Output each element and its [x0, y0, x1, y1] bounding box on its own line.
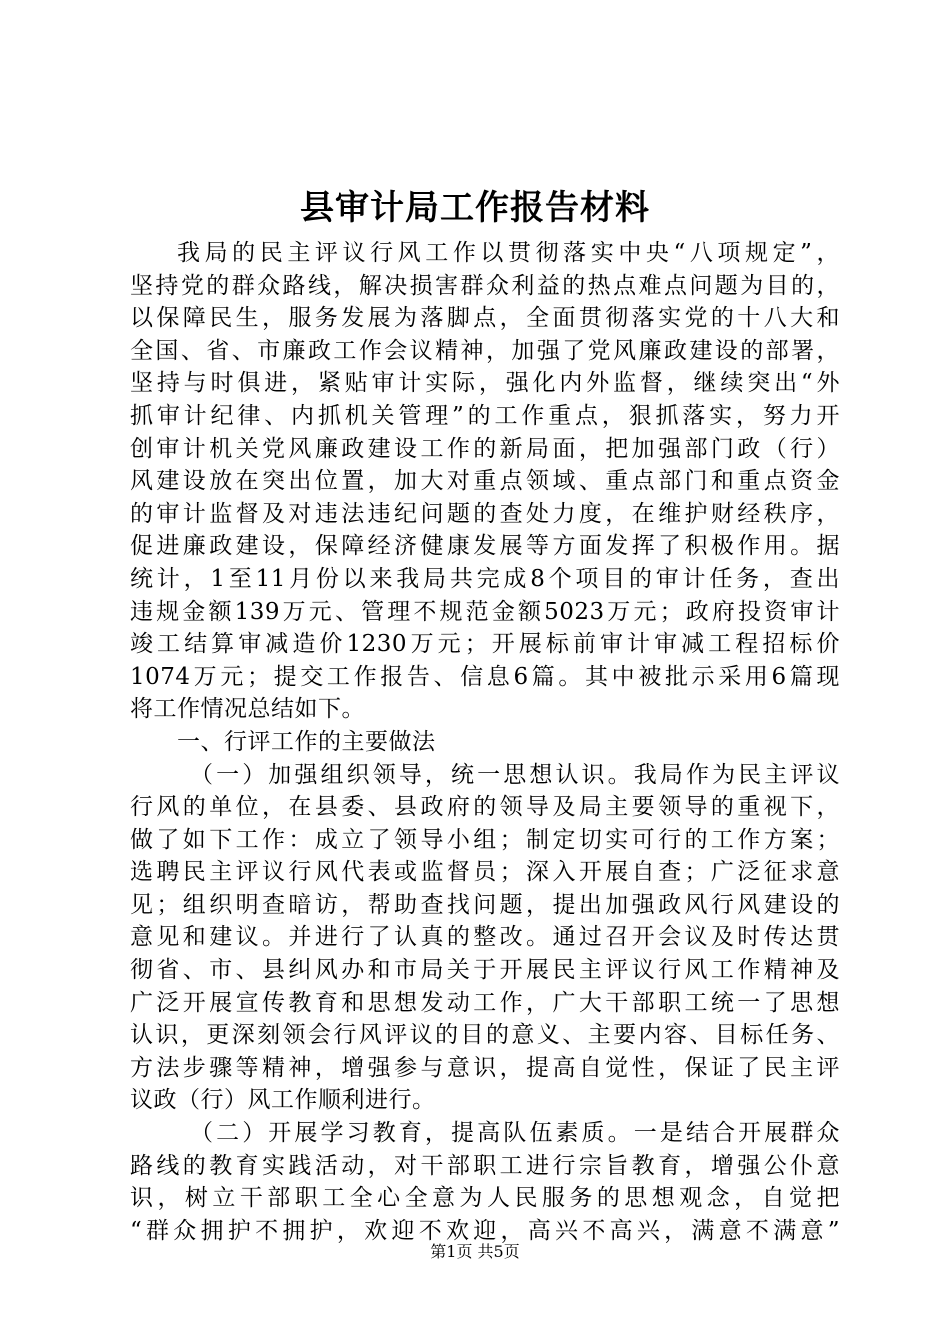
subsection-heading-line: （一）加强组织领导，统一思想认识。我局作为民主评议	[190, 761, 840, 788]
paragraph-line: 违规金额139万元、管理不规范金额5023万元；政府投资审计	[130, 598, 840, 625]
paragraph-line: 促进廉政建设，保障经济健康发展等方面发挥了积极作用。据	[130, 533, 840, 560]
paragraph-line: 识，树立干部职工全心全意为人民服务的思想观念，自觉把	[130, 1185, 840, 1212]
paragraph-line: 全国、省、市廉政工作会议精神，加强了党风廉政建设的部署，	[130, 337, 840, 364]
paragraph-line: 创审计机关党风廉政建设工作的新局面，把加强部门政（行）	[130, 435, 840, 462]
paragraph-line: 我局的民主评议行风工作以贯彻落实中央“八项规定”，	[177, 240, 840, 266]
paragraph-line: 统计，1至11月份以来我局共完成8个项目的审计任务，查出	[130, 565, 840, 592]
paragraph-line: 做了如下工作：成立了领导小组；制定切实可行的工作方案；	[130, 826, 840, 853]
paragraph-line: 坚持党的群众路线，解决损害群众利益的热点难点问题为目的，	[130, 272, 840, 299]
paragraph-line: 认识，更深刻领会行风评议的目的意义、主要内容、目标任务、	[130, 1022, 840, 1049]
document-body	[130, 237, 840, 1247]
paragraph-line: 方法步骤等精神，增强参与意识，提高自觉性，保证了民主评	[130, 1054, 840, 1081]
subsection-heading-line: （二）开展学习教育，提高队伍素质。一是结合开展群众	[190, 1120, 840, 1147]
paragraph-line: 竣工结算审减造价1230万元；开展标前审计审减工程招标价	[130, 631, 840, 658]
page-footer: 第1页 共5页	[430, 1242, 520, 1261]
paragraph-line: 议政（行）风工作顺利进行。	[130, 1087, 436, 1114]
paragraph-line: 见；组织明查暗访，帮助查找问题，提出加强政风行风建设的	[130, 891, 840, 918]
paragraph-line: “群众拥护不拥护，欢迎不欢迎，高兴不高兴，满意不满意”	[130, 1217, 840, 1244]
section-heading: 一、行评工作的主要做法	[177, 728, 436, 755]
paragraph-line: 广泛开展宣传教育和思想发动工作，广大干部职工统一了思想	[130, 989, 840, 1016]
paragraph-line: 风建设放在突出位置，加大对重点领域、重点部门和重点资金	[130, 468, 840, 495]
paragraph-line: 选聘民主评议行风代表或监督员；深入开展自查；广泛征求意	[130, 859, 840, 886]
paragraph-line: 将工作情况总结如下。	[130, 696, 365, 723]
paragraph-line: 意见和建议。并进行了认真的整改。通过召开会议及时传达贯	[130, 924, 840, 951]
paragraph-line: 彻省、市、县纠风办和市局关于开展民主评议行风工作精神及	[130, 957, 840, 984]
paragraph-line: 的审计监督及对违法违纪问题的查处力度，在维护财经秩序，	[130, 500, 840, 527]
paragraph-line: 行风的单位，在县委、县政府的领导及局主要领导的重视下，	[130, 794, 840, 821]
paragraph-line: 路线的教育实践活动，对干部职工进行宗旨教育，增强公仆意	[130, 1152, 840, 1179]
document-title: 县审计局工作报告材料	[300, 188, 650, 228]
paragraph-line: 1074万元；提交工作报告、信息6篇。其中被批示采用6篇现	[130, 663, 840, 690]
paragraph-line: 以保障民生，服务发展为落脚点，全面贯彻落实党的十八大和	[130, 305, 840, 332]
paragraph-line: 抓审计纪律、内抓机关管理”的工作重点，狠抓落实，努力开	[130, 402, 840, 429]
paragraph-line: 坚持与时俱进，紧贴审计实际，强化内外监督，继续突出“外	[130, 370, 840, 397]
